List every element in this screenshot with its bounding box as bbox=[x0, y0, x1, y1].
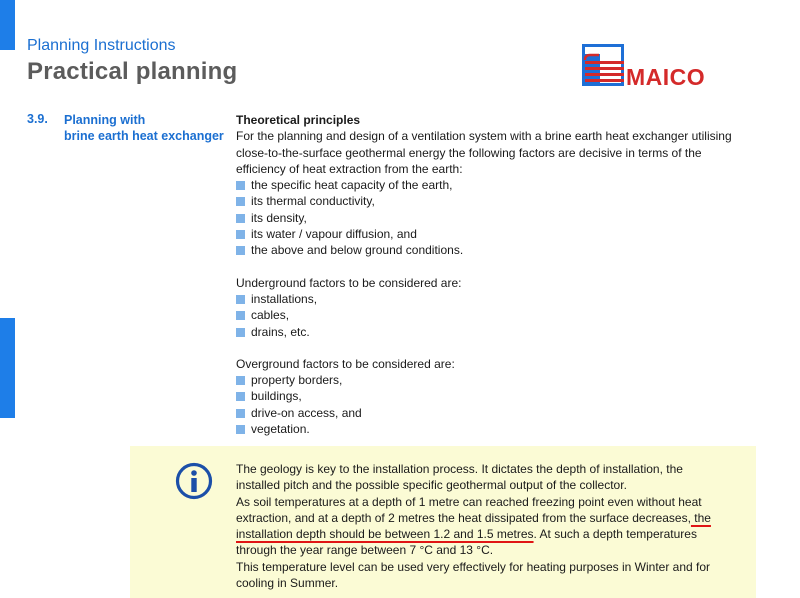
list-item: the above and below ground conditions. bbox=[236, 242, 736, 258]
info-icon bbox=[175, 462, 213, 500]
list-item: vegetation. bbox=[236, 421, 736, 437]
list-item: drains, etc. bbox=[236, 324, 736, 340]
list-item: the specific heat capacity of the earth, bbox=[236, 177, 736, 193]
list-item: property borders, bbox=[236, 372, 736, 388]
section-title-line: brine earth heat exchanger bbox=[64, 129, 224, 143]
edge-accent-bar-top bbox=[0, 0, 15, 50]
note-paragraph: This temperature level can be used very effectively for heating purposes in Winter and for cooling in Summer. bbox=[236, 559, 711, 591]
main-content bbox=[236, 112, 736, 437]
list-item: buildings, bbox=[236, 388, 736, 404]
section-number: 3.9. bbox=[27, 112, 48, 126]
maico-logo bbox=[582, 44, 728, 88]
section-title bbox=[64, 112, 224, 144]
note-text-span: As soil temperatures at a depth of 1 metre can reached freezing point even without heat extraction, and at a depth of 2 metres the heat dissipated from the surface decreases, bbox=[236, 494, 702, 525]
header-subtitle: Planning Instructions bbox=[27, 37, 176, 54]
list-item: its density, bbox=[236, 210, 736, 226]
note-text-span: . At such a depth temperatures through the year range between 7 °C and 13 °C. bbox=[236, 527, 697, 558]
list-item: cables, bbox=[236, 307, 736, 323]
intro-paragraph: For the planning and design of a ventilation system with a brine earth heat exchanger utilising close-to-the-surface geothermal energy the following factors are decisive in terms of the efficiency of heat extraction from the earth: bbox=[236, 129, 732, 176]
list-item: drive-on access, and bbox=[236, 405, 736, 421]
factor-list bbox=[236, 177, 736, 258]
content-heading: Theoretical principles bbox=[236, 113, 361, 127]
edge-accent-bar-middle bbox=[0, 318, 15, 418]
info-note-text bbox=[236, 461, 726, 591]
list-item: its thermal conductivity, bbox=[236, 193, 736, 209]
list-item: its water / vapour diffusion, and bbox=[236, 226, 736, 242]
overground-intro: Overground factors to be considered are: bbox=[236, 356, 455, 371]
maico-logo-mark-icon bbox=[582, 44, 626, 88]
underground-intro: Underground factors to be considered are: bbox=[236, 275, 462, 290]
highlighted-depth-text: the installation depth should be between 1.2 and 1.5 metres bbox=[236, 510, 711, 542]
page-title: Practical planning bbox=[27, 58, 238, 85]
logo-wordmark: MAICO bbox=[626, 64, 706, 90]
note-paragraph: The geology is key to the installation process. It dictates the depth of installation, the installed pitch and the possible specific geothermal output of the collector. bbox=[236, 462, 683, 493]
overground-list bbox=[236, 372, 736, 437]
list-item: installations, bbox=[236, 291, 736, 307]
section-title-line: Planning with bbox=[64, 113, 146, 127]
underground-list bbox=[236, 291, 736, 340]
note-paragraph bbox=[236, 494, 726, 559]
